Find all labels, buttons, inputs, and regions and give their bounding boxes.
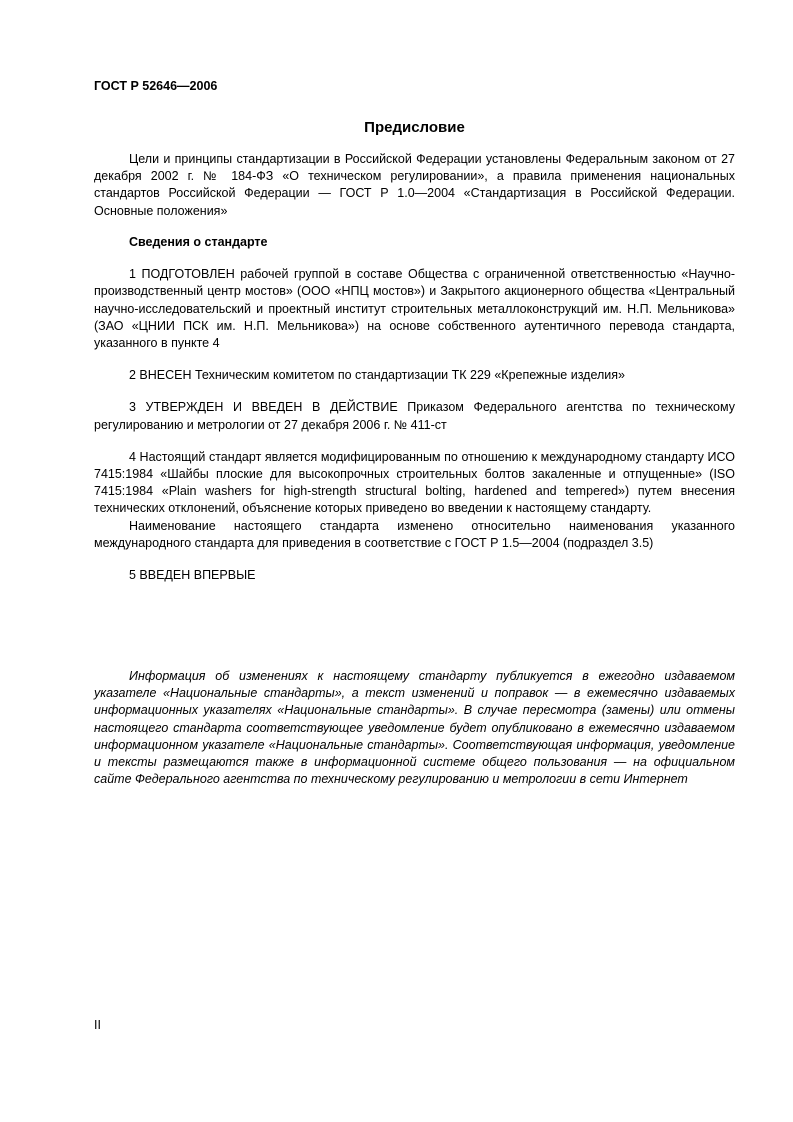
- item-5-paragraph: 5 ВВЕДЕН ВПЕРВЫЕ: [129, 568, 256, 583]
- amendments-info-block: [94, 668, 735, 788]
- item-3-paragraph: 3 УТВЕРЖДЕН И ВВЕДЕН В ДЕЙСТВИЕ Приказом Федерального агентства по техническому регулированию и метрологии от 27 декабря 2006 г. № 411-ст: [94, 400, 735, 432]
- item-4-note-paragraph: Наименование настоящего стандарта изменено относительно наименования указанного международного стандарта для приведения в соответствие с ГОСТ Р 1.5—2004 (подраздел 3.5): [94, 518, 735, 550]
- item-1-paragraph: 1 ПОДГОТОВЛЕН рабочей группой в составе Общества с ограниченной ответственностью «Научно-производственный центр мостов» (ООО «НПЦ мостов») и Закрытого акционерного общества «Центральный научно-исследовательский и проектный институт строительных металлоконструкций им. Н.П. Мельникова» (ЗАО «ЦНИИ ПСК им. Н.П. Мельникова») на основе собственного аутентичного перевода стандарта, указанного в пункте 4: [94, 267, 735, 351]
- item-2-paragraph: 2 ВНЕСЕН Техническим комитетом по стандартизации ТК 229 «Крепежные изделия»: [129, 368, 626, 383]
- preamble-paragraph: Цели и принципы стандартизации в Российской Федерации установлены Федеральным законом от 27 декабря 2002 г. № 184-ФЗ «О техническом регулировании», а правила применения национальных стандартов Российской Федерации — ГОСТ Р 1.0—2004 «Стандартизация в Российской Федерации. Основные положения»: [94, 152, 735, 218]
- page-number: II: [94, 1018, 101, 1032]
- standard-info-block: [94, 234, 735, 584]
- preamble-block: [94, 151, 735, 220]
- item-4-paragraph: 4 Настоящий стандарт является модифицированным по отношению к международному стандарту ИСО 7415:1984 «Шайбы плоские для высокопрочных строительных болтов закаленные и отпущенные» (ISO 7415:1984 «Plain washers for high-strength structural bolting, hardened and tempered») путем внесения технических отклонений, объяснение которых приведено во введении к настоящему стандарту.: [94, 449, 735, 516]
- section-heading: Сведения о стандарте: [129, 235, 268, 249]
- amendments-info-paragraph: Информация об изменениях к настоящему стандарту публикуется в ежегодно издаваемом указателе «Национальные стандарты», а текст изменений и поправок — в ежемесячно издаваемых информационных указателях «Национальные стандарты». В случае пересмотра (замены) или отмены настоящего стандарта соответствующее уведомление будет опубликовано в ежемесячно издаваемом информационном указателе «Национальные стандарты». Соответствующая информация, уведомление и тексты размещаются также в информационной системе общего пользования — на официальном сайте Федерального агентства по техническому регулированию и метрологии в сети Интернет: [94, 669, 735, 787]
- document-code-header: ГОСТ Р 52646—2006: [94, 79, 218, 93]
- page-title: Предисловие: [364, 119, 465, 136]
